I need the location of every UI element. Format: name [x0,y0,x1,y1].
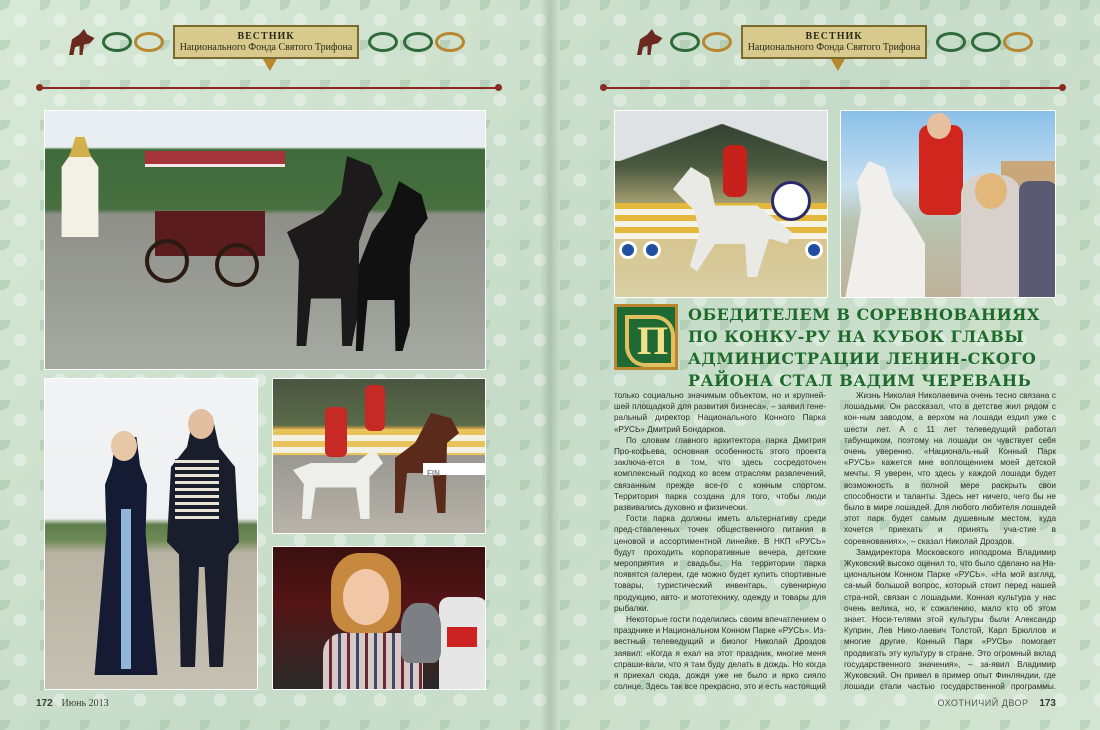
header-title: ВЕСТНИК [237,31,295,42]
knot-ornament-icon [971,32,1001,52]
right-footer [938,698,1056,709]
text-column-1 [614,390,826,692]
photo-costumed-couple [44,378,258,690]
tent-shape [615,111,828,161]
knot-ornament-icon [102,32,132,52]
drop-ornament-icon [263,59,277,71]
drop-ornament-icon [831,59,845,71]
header-rule [604,87,1062,89]
knot-ornament-icon [435,32,465,52]
arena-sign-text: FIN [427,469,440,478]
knot-ornament-icon [702,32,732,52]
left-footer [36,698,109,709]
horse-rider-icon [634,29,664,55]
knot-ornament-icon [403,32,433,52]
right-header [634,22,1034,62]
text-column-2 [844,390,1056,692]
article-title: ОБЕДИТЕЛЕМ В СОРЕВНОВАНИЯХ ПО КОНКУ-РУ НА КУБОК ГЛАВЫ АДМИНИСТРАЦИИ ЛЕНИН-СКОГО РАЙОНА СТАЛ ВАДИМ ЧЕРЕВАНЬ [688,305,1040,390]
header-subtitle: Национального Фонда Святого Трифона [179,42,353,53]
rider-shape [325,407,347,457]
church-shape [57,137,103,237]
knot-ornament-icon [1003,32,1033,52]
paragraph: Гости парка должны иметь альтернативу среди пред-ставленных точек общественного питания в ценовой и ассортиментной линейке. В НКП «РУСЬ» будут проходить корпоративные вечера, детские мероприятия и свадьбы. На территории парка появятся галереи, где можно будет купить спортивные товары, туристический инвентарь, сувенирную продукцию, авто- и мототехнику, одежду и товары для рыбалки. [614,514,826,613]
photo-riders-arena [272,378,486,534]
left-ornament [634,29,737,55]
page-number-left: 172 [36,698,53,709]
photo-girl-with-cat [272,546,486,690]
drop-cap-letter: П [637,318,669,363]
rider-shape [723,145,747,197]
paragraph: Замдиректора Московского ипподрома Владимир Жуковский высоко оценил то, что было сделано на На-циональном Конном Парке «РУСЬ». «На мой взгляд, са-мый большой вопрос, который стоит перед нашей стра-ной, связан с лошадьми. Конная культура у нас очень велика, но, к сожалению, мало кто об этом знает. Носи-телями этой культуры были Александр Куприн, Лев Нико-лаевич Толстой, Карл Брюллов и многие другие. Конный Парк «РУСЬ» помогает продвигать эту культуру в стране. Это огромный вклад государственного значения», – за-явил Владимир Жуковский. Он привел в пример опыт Финляндии, где лошади стали частью государственной программы. [844,547,1056,692]
left-ornament [66,29,169,55]
magazine-name: ОХОТНИЧИЙ ДВОР [937,698,1029,708]
paragraph: Некоторые гости поделились своим впечатлением о празднике и Национальном Конном Парке «РУСЬ». Из-вестный телеведущий и биолог Николай Дроздов заявил: «Когда я ехал на этот праздник, многие меня спраши-вали, что я там буду делать в дождь. Но когда я приехал сюда, дождя уже не было и ярко сияло солнце. Здесь так все прекрасно, это и есть настоящий [614,615,826,692]
horse-rider-icon [66,29,96,55]
header-title: ВЕСТНИК [805,31,863,42]
article-heading [614,304,1056,390]
photo-award-ceremony [840,110,1056,298]
cat-shape [401,603,441,663]
header-subtitle: Национального Фонда Святого Трифона [747,42,921,53]
right-ornament [363,29,466,55]
knot-ornament-icon [936,32,966,52]
paragraph: Жизнь Николая Николаевича очень тесно связана с лошадьми. Он рассказал, что в детстве жил рядом с кон-ным заводом, а верхом на лошади ездил уже с шести лет. А с 11 лет телеведущий работал табунщиком, поэтому на лошади он чувствует себя очень уверенно. «Националь-ный Конный Парк «РУСЬ» кажется мне воплощением моей детской мечты. Я уверен, что здесь у каждой лошади будет возможность в полной мере раскрыть свои способности и таланты. Здесь нет ничего, чего бы не было в мире лошадей. Для любого любителя лошадей этот парк будет самым душевным местом, куда хочется приехать и принять уча-стие в соревнованиях», – сказал Николай Дроздов. [844,391,1056,546]
header-title-box [741,25,927,59]
white-horse-shape [845,161,925,298]
hussar-figure [163,417,243,667]
drop-cap [614,304,678,370]
left-header [66,22,466,62]
photo-show-jumping [614,110,828,298]
sponsor-logo-icon [771,181,811,221]
header-rule [40,87,498,89]
carriage-shape [145,151,285,291]
knot-ornament-icon [134,32,164,52]
machine-shape [439,597,486,690]
man-figure [1019,181,1056,298]
photo-carriage [44,110,486,370]
right-ornament [931,29,1034,55]
issue-date: Июнь 2013 [61,698,109,709]
paragraph: только социально значимым объектом, но и крупней-шей площадкой для развития бизнеса», – заявил гене-ральный директор Национального Конного Парка «РУСЬ» Дмитрий Бондарков. [614,391,826,434]
pony-shape [293,449,383,519]
paragraph: По словам главного архитектора парка Дмитрия Про-кофьева, основная особенность этого проекта заключа-ется в том, что здесь сосредоточен комплексный подход ко всем отраслям развлечений, связанным прежде все-го с конным спортом. Территория парка создана для того, чтобы люди развивались духовно и физически. [614,435,826,513]
knot-ornament-icon [670,32,700,52]
page-number-right: 173 [1039,698,1056,709]
header-title-box [173,25,359,59]
girl-face [343,569,389,625]
arena-sign [423,463,486,478]
rider-shape [365,385,385,431]
knot-ornament-icon [368,32,398,52]
